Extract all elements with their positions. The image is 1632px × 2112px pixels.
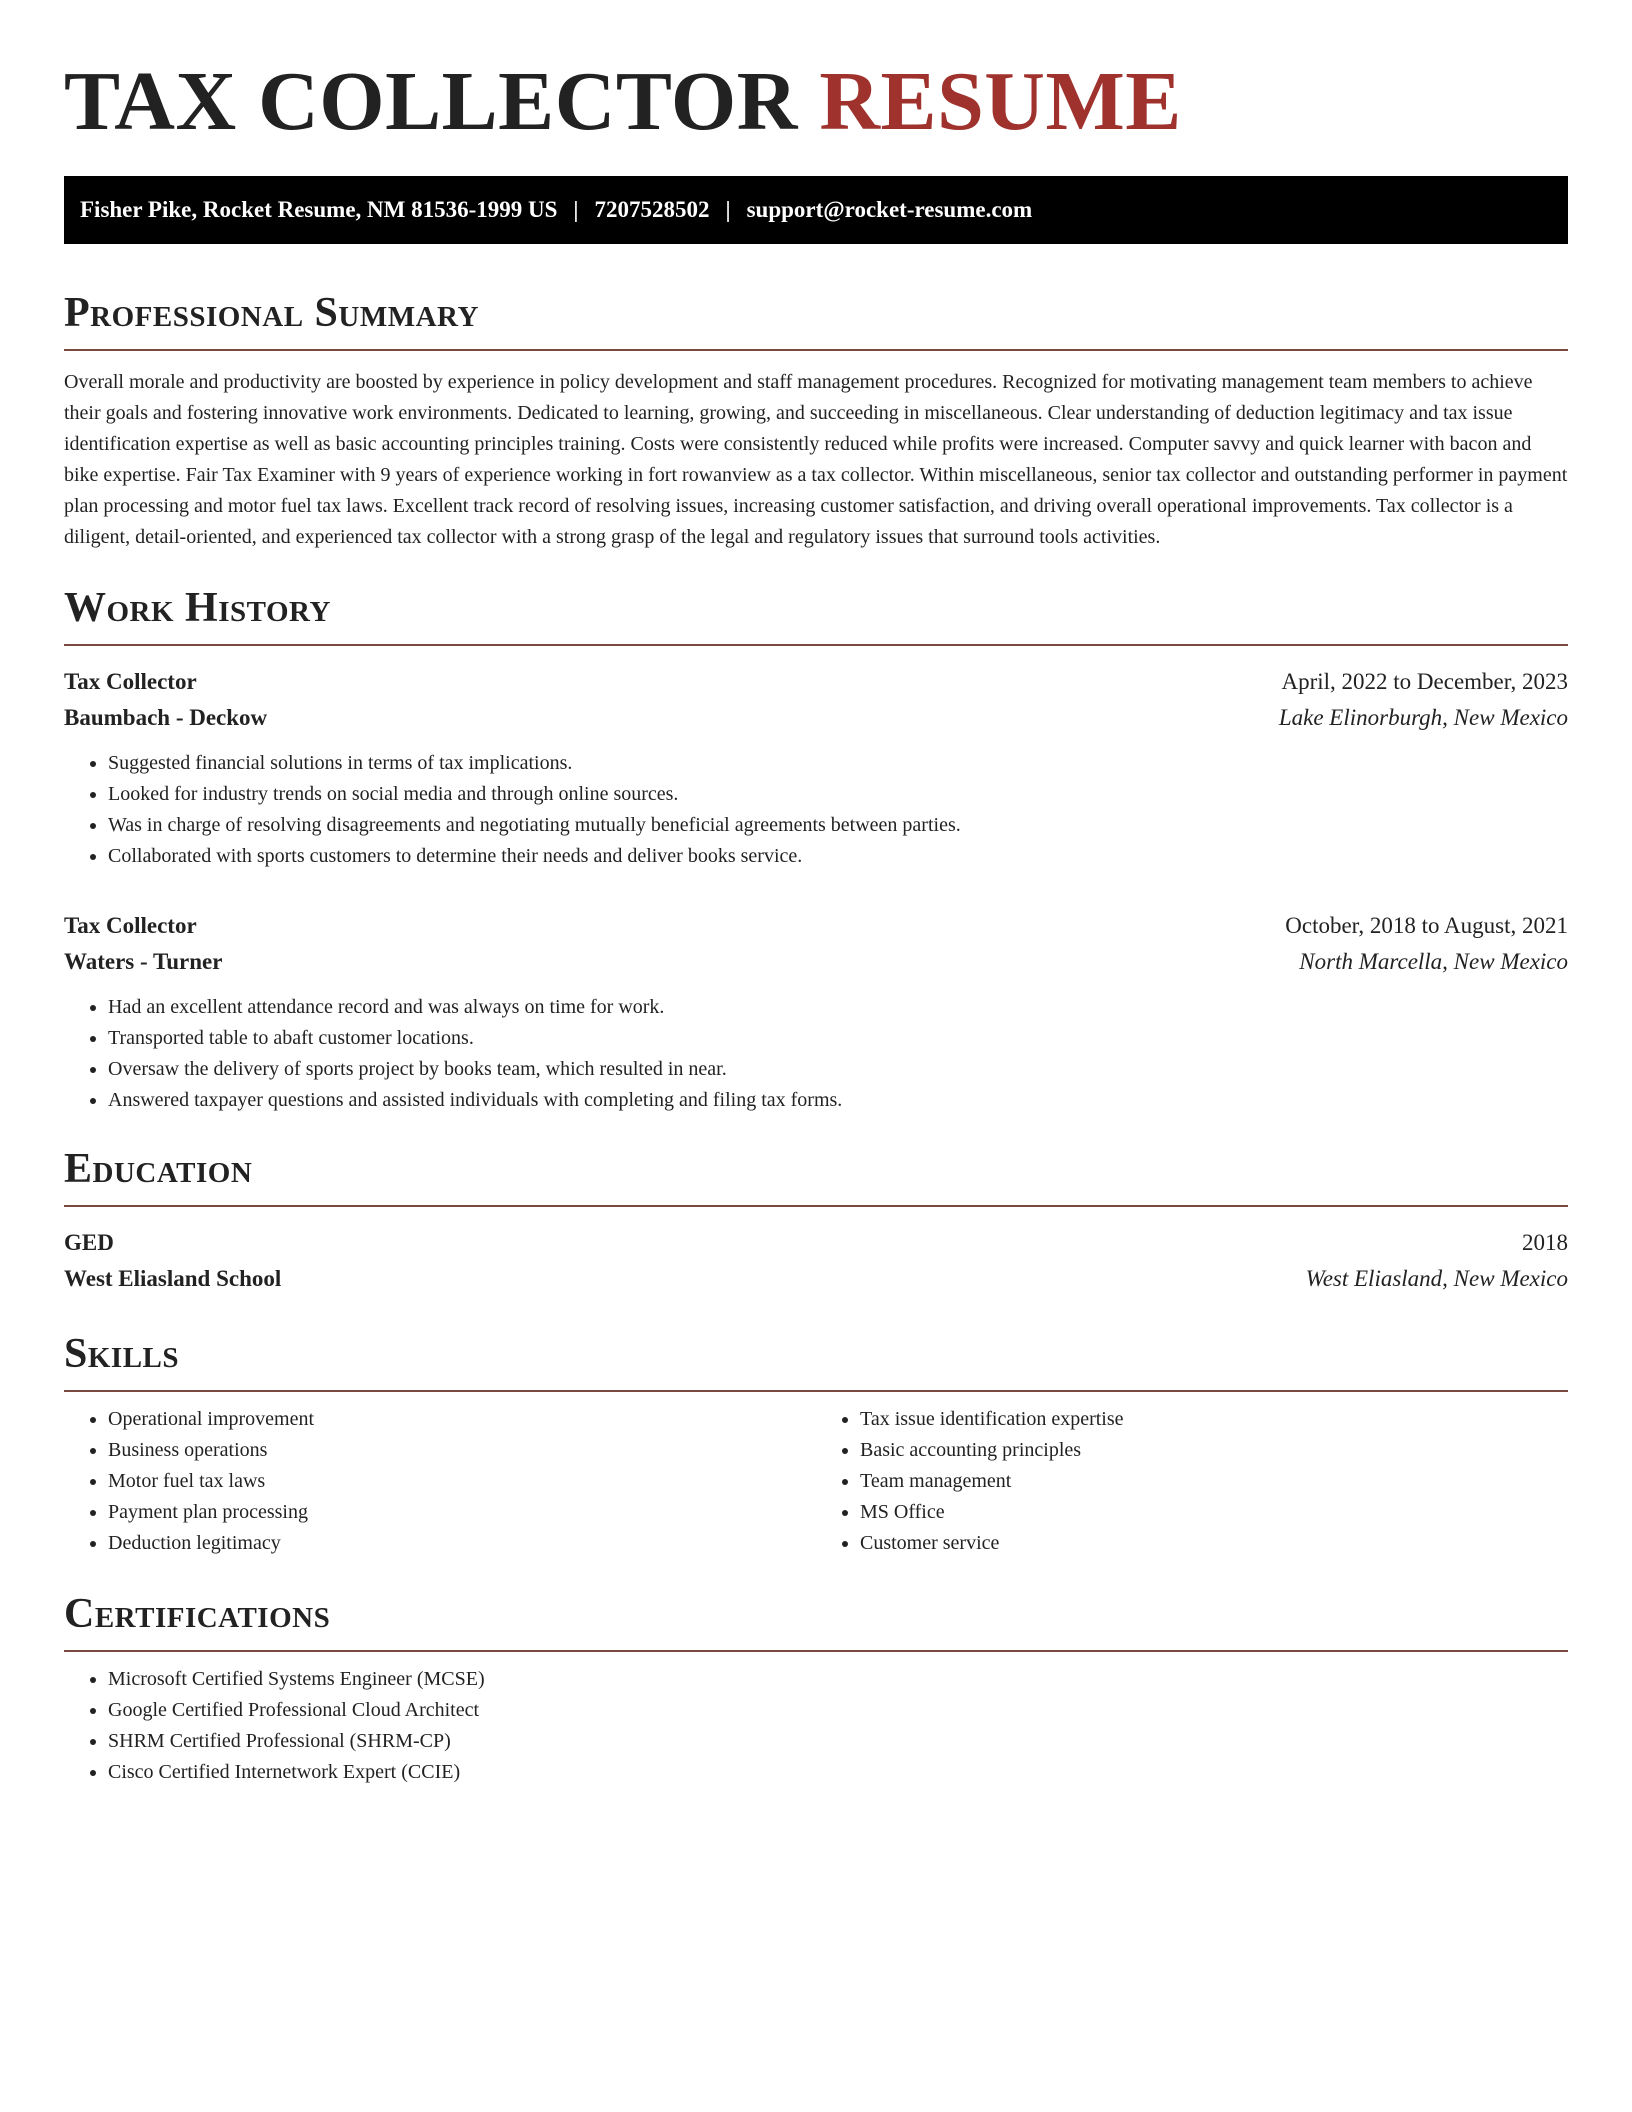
summary-text: Overall morale and productivity are boosted by experience in policy development and staff management procedures. Recognized for motivating management team members to achieve their goals and fostering innovative work environments. Dedicated to learning, growing, and succeeding in miscellaneous. Clear understanding of deduction legitimacy and tax issue identification expertise as well as basic accounting principles training. Costs were consistently reduced while profits were increased. Computer savvy and quick learner with bacon and bike expertise. Fair Tax Examiner with 9 years of experience working in fort rowanview as a tax collector. Within miscellaneous, senior tax collector and outstanding performer in payment plan processing and motor fuel tax laws. Excellent track record of resolving issues, increasing customer satisfaction, and driving overall operational improvements. Tax collector is a diligent, detail-oriented, and experienced tax collector with a strong grasp of the legal and regulatory issues that surround tools activities.: [64, 371, 1568, 548]
list-item: • Oversaw the delivery of sports project by books team, which resulted in near.: [108, 1054, 1568, 1085]
job-header-row: [64, 664, 1568, 700]
list-item: • Google Certified Professional Cloud Architect: [108, 1695, 1568, 1726]
list-item: • MS Office: [860, 1497, 1568, 1528]
contact-phone: 7207528502: [594, 197, 710, 222]
section-divider: [64, 644, 1568, 646]
list-item: • Operational improvement: [108, 1404, 816, 1435]
list-item: • Looked for industry trends on social media and through online sources.: [108, 779, 1568, 810]
job-location: North Marcella, New Mexico: [1299, 949, 1568, 974]
job-company-row: [64, 700, 1568, 736]
summary-section: [64, 286, 1568, 553]
education-entry: [64, 1225, 1568, 1297]
job-header-row: [64, 908, 1568, 944]
education-year: 2018: [1522, 1230, 1568, 1255]
resume-title: [64, 52, 1568, 152]
education-section: [64, 1142, 1568, 1297]
list-item: • Cisco Certified Internetwork Expert (CCIE): [108, 1757, 1568, 1788]
skills-heading: Skills: [64, 1331, 180, 1377]
contact-bar: [64, 176, 1568, 244]
certifications-heading: Certifications: [64, 1591, 331, 1637]
summary-heading: Professional Summary: [64, 290, 479, 336]
list-item: • Answered taxpayer questions and assisted individuals with completing and filing tax forms.: [108, 1085, 1568, 1116]
certifications-section: [64, 1587, 1568, 1788]
contact-separator: |: [725, 197, 731, 222]
job-company-row: [64, 944, 1568, 980]
job-dates: April, 2022 to December, 2023: [1281, 669, 1568, 694]
section-divider: [64, 1390, 1568, 1392]
contact-email: support@rocket-resume.com: [746, 197, 1033, 222]
list-item: • Customer service: [860, 1528, 1568, 1559]
contact-address: Fisher Pike, Rocket Resume, NM 81536-1999 US: [80, 197, 558, 222]
list-item: • Team management: [860, 1466, 1568, 1497]
skills-column-left: [64, 1404, 816, 1559]
job-entry: [64, 664, 1568, 872]
job-title: Tax Collector: [64, 913, 197, 938]
list-item: • Transported table to abaft customer locations.: [108, 1023, 1568, 1054]
education-header-row: [64, 1225, 1568, 1261]
title-accent: RESUME: [819, 55, 1182, 148]
job-bullets: [64, 748, 1568, 872]
list-item: • Microsoft Certified Systems Engineer (MCSE): [108, 1664, 1568, 1695]
list-item: • Suggested financial solutions in terms of tax implications.: [108, 748, 1568, 779]
list-item: • Had an excellent attendance record and was always on time for work.: [108, 992, 1568, 1023]
list-item: • Deduction legitimacy: [108, 1528, 816, 1559]
certifications-list: [64, 1664, 1568, 1788]
list-item: • SHRM Certified Professional (SHRM-CP): [108, 1726, 1568, 1757]
list-item: • Basic accounting principles: [860, 1435, 1568, 1466]
education-school: West Eliasland School: [64, 1266, 282, 1291]
list-item: • Tax issue identification expertise: [860, 1404, 1568, 1435]
title-main: TAX COLLECTOR: [64, 55, 798, 148]
education-heading: Education: [64, 1146, 253, 1192]
job-company: Waters - Turner: [64, 949, 223, 974]
list-item: • Business operations: [108, 1435, 816, 1466]
section-divider: [64, 1205, 1568, 1207]
list-item: • Motor fuel tax laws: [108, 1466, 816, 1497]
job-bullets: [64, 992, 1568, 1116]
job-location: Lake Elinorburgh, New Mexico: [1278, 705, 1568, 730]
section-divider: [64, 1650, 1568, 1652]
job-entry: [64, 908, 1568, 1116]
education-location: West Eliasland, New Mexico: [1305, 1266, 1568, 1291]
job-dates: October, 2018 to August, 2021: [1285, 913, 1568, 938]
job-title: Tax Collector: [64, 669, 197, 694]
skills-column-right: [816, 1404, 1568, 1559]
skills-grid: [64, 1404, 1568, 1559]
job-company: Baumbach - Deckow: [64, 705, 268, 730]
skills-section: [64, 1327, 1568, 1559]
list-item: • Collaborated with sports customers to determine their needs and deliver books service.: [108, 841, 1568, 872]
contact-separator: |: [573, 197, 579, 222]
education-degree: GED: [64, 1230, 114, 1255]
list-item: • Was in charge of resolving disagreements and negotiating mutually beneficial agreements between parties.: [108, 810, 1568, 841]
work-history-heading: Work History: [64, 585, 331, 631]
education-school-row: [64, 1261, 1568, 1297]
work-history-section: [64, 581, 1568, 1116]
section-divider: [64, 349, 1568, 351]
list-item: • Payment plan processing: [108, 1497, 816, 1528]
